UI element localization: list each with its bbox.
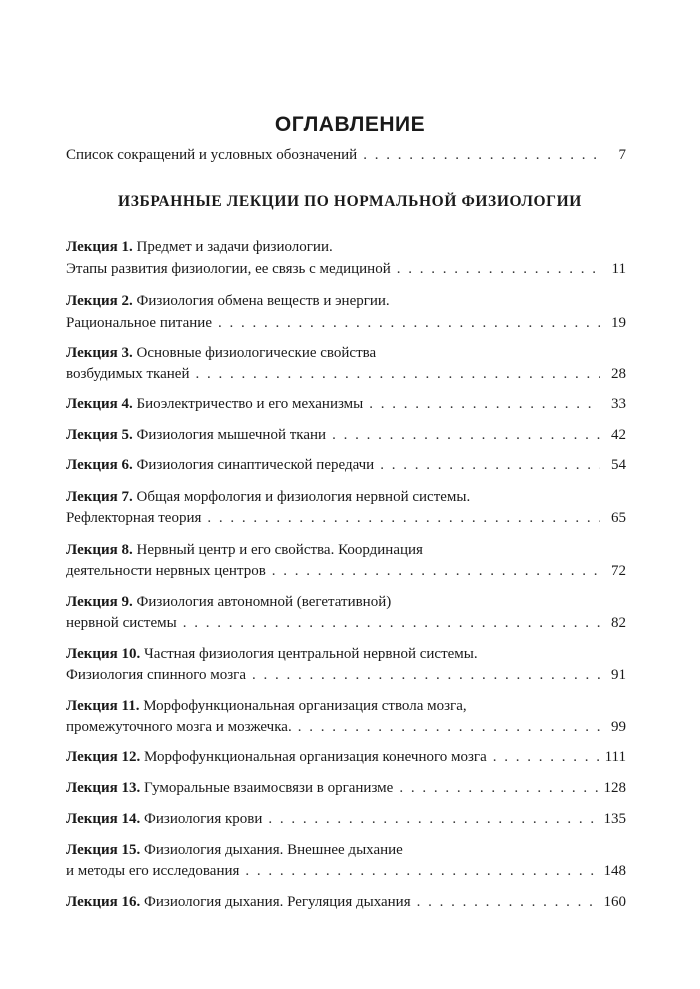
toc-entry-lecture-1-line1[interactable]: [66, 236, 626, 258]
page-number: 128: [603, 780, 626, 796]
dot-leader: [196, 363, 601, 385]
dot-leader: [493, 746, 600, 768]
lecture-title: Морфофункциональная организация конечного мозга: [144, 749, 487, 765]
page-number: 11: [611, 261, 626, 277]
lecture-title-cont: деятельности нервных центров: [66, 563, 266, 579]
lecture-label: Лекция 1.: [66, 239, 133, 255]
toc-entry-lecture-9-line2[interactable]: [66, 612, 626, 634]
lecture-title: Общая морфология и физиология нервной системы.: [136, 489, 471, 505]
page-number: 160: [603, 894, 626, 910]
page-number: 33: [611, 396, 626, 412]
lecture-title: Физиология мышечной ткани: [136, 427, 327, 443]
dot-leader: [207, 507, 600, 529]
lecture-title: Морфофункциональная организация ствола мозга,: [143, 698, 467, 714]
toc-entry-lecture-9-line1[interactable]: [66, 591, 626, 613]
dot-leader: [218, 312, 600, 334]
page-number: 82: [611, 615, 626, 631]
page-number: 7: [618, 147, 626, 163]
page-number: 135: [603, 811, 626, 827]
page-number: 28: [611, 366, 626, 382]
toc-entry-lecture-11-line1[interactable]: [66, 695, 626, 717]
lecture-label: Лекция 11.: [66, 698, 140, 714]
page-number: 65: [611, 510, 626, 526]
lecture-title-cont: Рефлекторная теория: [66, 510, 202, 526]
toc-entry-lecture-3-line2[interactable]: [66, 363, 626, 385]
toc-entry-lecture-8-line2[interactable]: [66, 560, 626, 582]
dot-leader: [363, 144, 600, 166]
page-number: 148: [603, 863, 626, 879]
page-number: 99: [611, 719, 626, 735]
lecture-title: Физиология автономной (вегетативной): [136, 594, 392, 610]
toc-entry-abbreviations[interactable]: [66, 144, 626, 166]
page-number: 19: [611, 315, 626, 331]
lecture-label: Лекция 8.: [66, 542, 133, 558]
toc-entry-lecture-14[interactable]: [66, 808, 626, 830]
lecture-title: Физиология синаптической передачи: [136, 457, 375, 473]
lecture-title: Физиология крови: [144, 811, 263, 827]
toc-entry-lecture-4[interactable]: [66, 393, 626, 415]
toc-entry-lecture-15-line2[interactable]: [66, 860, 626, 882]
dot-leader: [272, 560, 600, 582]
lecture-title: Основные физиологические свойства: [136, 345, 377, 361]
page-title: ОГЛАВЛЕНИЕ: [274, 113, 426, 136]
dot-leader: [399, 777, 599, 799]
toc-entry-lecture-16[interactable]: [66, 891, 626, 913]
toc-entry-lecture-2-line1[interactable]: [66, 290, 626, 312]
toc-entry-lecture-2-line2[interactable]: [66, 312, 626, 334]
lecture-title: Гуморальные взаимосвязи в организме: [144, 780, 394, 796]
lecture-title-cont: Физиология спинного мозга: [66, 667, 246, 683]
toc-entry-lecture-12[interactable]: [66, 746, 626, 768]
lecture-label: Лекция 15.: [66, 842, 141, 858]
dot-leader: [332, 424, 600, 446]
lecture-title: Физиология обмена веществ и энергии.: [136, 293, 390, 309]
lecture-label: Лекция 12.: [66, 749, 141, 765]
dot-leader: [268, 808, 599, 830]
dot-leader: [183, 612, 600, 634]
lecture-title: Нервный центр и его свойства. Координация: [136, 542, 423, 558]
lecture-title-cont: Рациональное питание: [66, 315, 212, 331]
lecture-title: Предмет и задачи физиологии.: [136, 239, 333, 255]
toc-entry-lecture-7-line2[interactable]: [66, 507, 626, 529]
lecture-title-cont: нервной системы: [66, 615, 177, 631]
toc-entry-lecture-6[interactable]: [66, 454, 626, 476]
dot-leader: [397, 258, 600, 280]
dot-leader: [417, 891, 600, 913]
page-number: 42: [611, 427, 626, 443]
toc-entry-lecture-5[interactable]: [66, 424, 626, 446]
section-heading: ИЗБРАННЫЕ ЛЕКЦИИ ПО НОРМАЛЬНОЙ ФИЗИОЛОГИИ: [118, 193, 582, 210]
toc-entry-lecture-7-line1[interactable]: [66, 486, 626, 508]
lecture-title: Частная физиология центральной нервной системы.: [144, 646, 478, 662]
lecture-label: Лекция 16.: [66, 894, 141, 910]
lecture-title-cont: и методы его исследования: [66, 863, 240, 879]
lecture-label: Лекция 4.: [66, 396, 133, 412]
lecture-label: Лекция 2.: [66, 293, 133, 309]
lecture-title: Биоэлектричество и его механизмы: [136, 396, 364, 412]
lecture-label: Лекция 3.: [66, 345, 133, 361]
lecture-label: Лекция 13.: [66, 780, 141, 796]
page-number: 72: [611, 563, 626, 579]
lecture-label: Лекция 7.: [66, 489, 133, 505]
toc-entry-lecture-10-line1[interactable]: [66, 643, 626, 665]
dot-leader: [369, 393, 600, 415]
page-number: 111: [604, 749, 626, 765]
lecture-title: Физиология дыхания. Регуляция дыхания: [144, 894, 411, 910]
lecture-title-cont: Этапы развития физиологии, ее связь с медициной: [66, 261, 391, 277]
lecture-title-cont: возбудимых тканей: [66, 366, 190, 382]
page-number: 54: [611, 457, 626, 473]
toc-entry-lecture-11-line2[interactable]: [66, 716, 626, 738]
toc-entry-lecture-15-line1[interactable]: [66, 839, 626, 861]
dot-leader: [298, 716, 600, 738]
lecture-label: Лекция 6.: [66, 457, 133, 473]
toc-entry-lecture-13[interactable]: [66, 777, 626, 799]
toc-entry-lecture-1-line2[interactable]: [66, 258, 626, 280]
lecture-label: Лекция 10.: [66, 646, 141, 662]
dot-leader: [245, 860, 599, 882]
lecture-title: Физиология дыхания. Внешнее дыхание: [144, 842, 403, 858]
dot-leader: [380, 454, 600, 476]
entry-text: Список сокращений и условных обозначений: [66, 147, 358, 163]
page-number: 91: [611, 667, 626, 683]
lecture-label: Лекция 5.: [66, 427, 133, 443]
dot-leader: [252, 664, 600, 686]
lecture-title-cont: промежуточного мозга и мозжечка.: [66, 719, 292, 735]
lecture-label: Лекция 14.: [66, 811, 141, 827]
toc-entry-lecture-10-line2[interactable]: [66, 664, 626, 686]
toc-entry-lecture-3-line1[interactable]: [66, 342, 626, 364]
lecture-label: Лекция 9.: [66, 594, 133, 610]
toc-entry-lecture-8-line1[interactable]: [66, 539, 626, 561]
